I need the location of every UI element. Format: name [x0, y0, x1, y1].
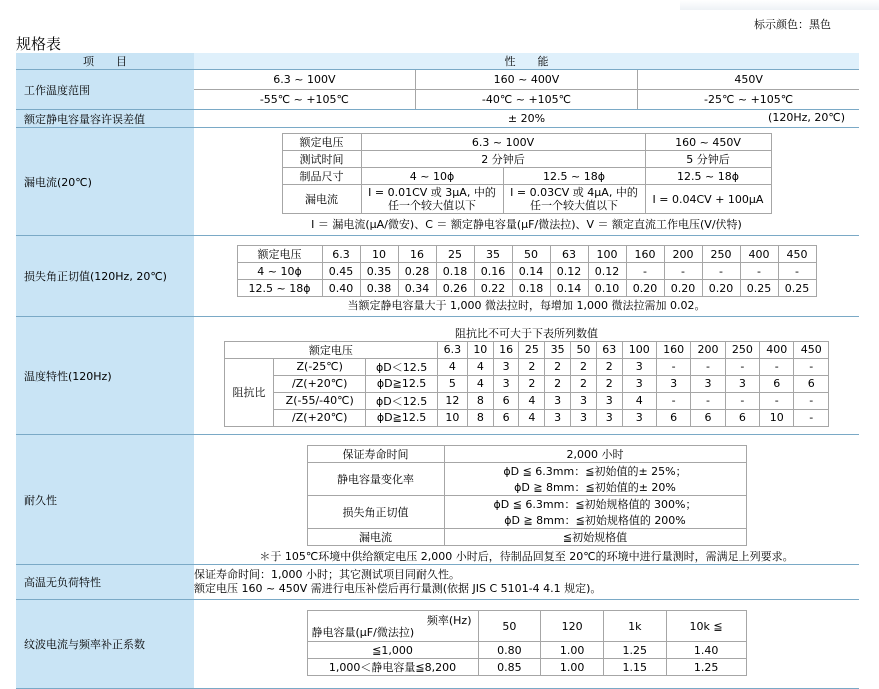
ripple-value-cell: 0.80 [478, 642, 541, 659]
temp-voltage-cell: 100 [622, 341, 656, 358]
leakage-formula: I = 0.01CV 或 3μA, 中的任一个较大值以下 [361, 185, 503, 214]
temp-cond-cell: /Z(+20℃) [274, 375, 366, 392]
temp-value-cell: 4 [437, 358, 467, 375]
tan-voltage-cell: 10 [360, 246, 398, 263]
temp-cond-cell: Z(-25℃) [274, 358, 366, 375]
leakage-size: 12.5 ~ 18ϕ [503, 168, 645, 185]
ripple-value-cell: 1.25 [603, 642, 666, 659]
temp-value-cell: 6 [691, 409, 725, 426]
cap-tol-cond: (120Hz, 20℃) [768, 111, 845, 124]
tan-value-cell: - [740, 263, 778, 280]
tan-value-cell: 0.26 [436, 280, 474, 297]
tan-size-cell: 4 ~ 10ϕ [237, 263, 322, 280]
tan-value-cell: - [664, 263, 702, 280]
temp-size-cell: ϕD≧12.5 [366, 375, 437, 392]
endurance-item-name: 保证寿命时间 [307, 446, 444, 463]
op-temp-grid [194, 70, 859, 109]
shelf-line: 保证寿命时间：1,000 小时；其它测试项目同耐久性。 [194, 568, 460, 581]
endurance-note: ＊于 105℃环境中供给额定电压 2,000 小时后，待制品回复至 20℃的环境中进行量测时，需满足上列要求。 [259, 550, 794, 563]
leakage-row-label: 漏电流 [282, 185, 361, 214]
leakage-label: 漏电流(20℃) [16, 128, 194, 236]
temp-size-cell: ϕD＜12.5 [366, 358, 437, 375]
temp-value-cell: 6 [794, 375, 829, 392]
temp-value-cell: 2 [519, 358, 545, 375]
leakage-formula: I = 0.03CV 或 4μA, 中的任一个较大值以下 [503, 185, 645, 214]
temp-value-cell: 2 [571, 375, 597, 392]
temp-value-cell: 5 [437, 375, 467, 392]
temp-value-cell: 3 [571, 409, 597, 426]
temp-value-cell: - [725, 392, 759, 409]
temp-value-cell: 6 [656, 409, 690, 426]
ripple-label: 纹波电流与频率补正系数 [16, 600, 194, 689]
tan-value-cell: 0.28 [398, 263, 436, 280]
temp-value-cell: 3 [622, 358, 656, 375]
perf-header: 性 能 [194, 53, 859, 70]
tan-voltage-cell: 450 [778, 246, 816, 263]
tan-value-cell: 0.10 [588, 280, 626, 297]
ripple-value-cell: 1.25 [666, 659, 746, 676]
ripple-freq-cell: 50 [478, 611, 541, 642]
temp-value-cell: 3 [725, 375, 759, 392]
op-temp-voltage: 160 ~ 400V [415, 70, 637, 90]
tan-value-cell: 0.22 [474, 280, 512, 297]
tan-voltage-cell: 250 [702, 246, 740, 263]
tan-note: 当额定静电容量大于 1,000 微法拉时，每增加 1,000 微法拉需加 0.02。 [347, 299, 706, 312]
tan-value-cell: 0.25 [740, 280, 778, 297]
endurance-item-value [444, 446, 746, 463]
temp-value-cell: 6 [493, 392, 519, 409]
temp-data-row [225, 392, 829, 409]
leakage-voltage: 6.3 ~ 100V [361, 134, 645, 151]
tan-voltage-cell: 160 [626, 246, 664, 263]
tan-voltage-cell: 63 [550, 246, 588, 263]
tan-voltage-cell: 50 [512, 246, 550, 263]
temp-value-cell: 4 [519, 409, 545, 426]
tan-size-cell: 12.5 ~ 18ϕ [237, 280, 322, 297]
endurance-value-line: ϕD ≦ 6.3mm：≦初始值的± 25%； [503, 465, 687, 478]
ripple-freq-cell: 10k ≦ [666, 611, 746, 642]
tan-value-cell: 0.18 [436, 263, 474, 280]
temp-data-row [225, 358, 829, 375]
tan-value-cell: 0.34 [398, 280, 436, 297]
temp-value-cell: 3 [691, 375, 725, 392]
temp-data-row [225, 409, 829, 426]
shelf-row [16, 565, 859, 600]
ripple-value-cell: 0.85 [478, 659, 541, 676]
temp-char-row [16, 317, 859, 435]
tan-voltage-cell: 200 [664, 246, 702, 263]
ripple-cap-cell: 1,000＜静电容量≦8,200 [307, 659, 478, 676]
temp-side-label: 阻抗比 [225, 358, 274, 426]
top-gradient-bar [680, 0, 879, 10]
temp-value-cell: 3 [596, 409, 622, 426]
page-title: 规格表 [16, 35, 62, 53]
temp-value-cell: - [656, 358, 690, 375]
temp-voltage-cell: 6.3 [437, 341, 467, 358]
endurance-item-row [307, 463, 746, 496]
endurance-item-row [307, 446, 746, 463]
temp-voltage-cell: 200 [691, 341, 725, 358]
temp-value-cell: 4 [467, 358, 493, 375]
tan-data-row [237, 280, 816, 297]
endurance-value-line: 2,000 小时 [566, 448, 624, 461]
temp-value-cell: 4 [519, 392, 545, 409]
cap-tol-label: 额定静电容量容许误差值 [16, 110, 194, 128]
tan-label: 损失角正切值(120Hz, 20℃) [16, 236, 194, 317]
temp-value-cell: 3 [622, 375, 656, 392]
shelf-label: 高温无负荷特性 [16, 565, 194, 600]
temp-value-cell: - [656, 392, 690, 409]
temp-value-cell: - [794, 409, 829, 426]
op-temp-label: 工作温度范围 [16, 70, 194, 110]
shelf-line: 额定电压 160 ~ 450V 需进行电压补偿后再行量测(依据 JIS C 5101-4 4.1 规定)。 [194, 582, 602, 595]
tan-voltage-cell: 25 [436, 246, 474, 263]
temp-value-cell: 6 [493, 409, 519, 426]
temp-value-cell: 3 [493, 375, 519, 392]
endurance-item-value [444, 463, 746, 496]
temp-value-cell: 2 [545, 375, 571, 392]
temp-voltage-cell: 450 [794, 341, 829, 358]
temp-value-cell: 2 [571, 358, 597, 375]
temp-value-cell: 3 [545, 392, 571, 409]
ripple-value-cell: 1.40 [666, 642, 746, 659]
tan-value-cell: 0.45 [322, 263, 360, 280]
temp-value-cell: 2 [596, 375, 622, 392]
tan-value-cell: 0.40 [322, 280, 360, 297]
item-header: 项 目 [16, 53, 194, 70]
ripple-row [16, 600, 859, 689]
leakage-time: 2 分钟后 [361, 151, 645, 168]
temp-char-table [224, 341, 829, 427]
tan-value-cell: 0.25 [778, 280, 816, 297]
tan-value-cell: 0.14 [550, 280, 588, 297]
temp-value-cell: 2 [545, 358, 571, 375]
tan-voltage-cell: 16 [398, 246, 436, 263]
tan-value-cell: 0.20 [664, 280, 702, 297]
temp-value-cell: - [760, 358, 794, 375]
temp-voltage-cell: 25 [519, 341, 545, 358]
temp-size-cell: ϕD＜12.5 [366, 392, 437, 409]
leakage-size: 4 ~ 10ϕ [361, 168, 503, 185]
leakage-time: 5 分钟后 [645, 151, 771, 168]
op-temp-row [16, 70, 859, 110]
leakage-row-label: 额定电压 [282, 134, 361, 151]
endurance-label: 耐久性 [16, 435, 194, 565]
tan-value-cell: 0.12 [550, 263, 588, 280]
temp-value-cell: 6 [725, 409, 759, 426]
tan-table [237, 245, 817, 297]
leakage-row-label: 制品尺寸 [282, 168, 361, 185]
temp-value-cell: - [691, 392, 725, 409]
temp-value-cell: - [725, 358, 759, 375]
cap-tol-row [16, 110, 859, 128]
tan-value-cell: 0.20 [702, 280, 740, 297]
endurance-item-name: 漏电流 [307, 529, 444, 546]
ripple-cap-label: 静电容量(μF/微法拉) [311, 626, 415, 639]
leakage-row-label: 测试时间 [282, 151, 361, 168]
tan-voltage-cell: 400 [740, 246, 778, 263]
endurance-item-name: 损失角正切值 [307, 496, 444, 529]
temp-data-row [225, 375, 829, 392]
temp-voltage-cell: 50 [571, 341, 597, 358]
temp-char-label: 温度特性(120Hz) [16, 317, 194, 435]
tan-row [16, 236, 859, 317]
leakage-note: I ＝ 漏电流(μA/微安)、C ＝ 额定静电容量(μF/微法拉)、V ＝ 额定直流工作电压(V/伏特) [311, 218, 742, 231]
tan-voltage-cell: 100 [588, 246, 626, 263]
temp-char-title: 阻抗比不可大于下表所列数值 [455, 326, 598, 340]
temp-cond-cell: Z(-55/-40℃) [274, 392, 366, 409]
color-note: 标示颜色：黑色 [754, 18, 831, 31]
tan-head-label: 额定电压 [237, 246, 322, 263]
ripple-value-cell: 1.00 [541, 659, 604, 676]
ripple-cap-cell: ≦1,000 [307, 642, 478, 659]
tan-value-cell: 0.38 [360, 280, 398, 297]
ripple-freq-cell: 120 [541, 611, 604, 642]
leakage-formula: I = 0.04CV + 100μA [645, 185, 771, 214]
tan-value-cell: - [702, 263, 740, 280]
ripple-corner-cell [307, 611, 478, 642]
temp-value-cell: 10 [760, 409, 794, 426]
op-temp-range: -55℃ ~ +105℃ [259, 93, 349, 106]
spec-header-row [16, 53, 859, 70]
ripple-value-cell: 1.00 [541, 642, 604, 659]
temp-value-cell: - [760, 392, 794, 409]
temp-value-cell: 10 [437, 409, 467, 426]
temp-value-cell: 3 [545, 409, 571, 426]
spec-table [16, 53, 859, 689]
tan-voltage-cell: 35 [474, 246, 512, 263]
temp-value-cell: - [794, 358, 829, 375]
ripple-freq-label: 频率(Hz) [426, 614, 472, 627]
temp-value-cell: 12 [437, 392, 467, 409]
temp-value-cell: 3 [596, 392, 622, 409]
temp-voltage-cell: 160 [656, 341, 690, 358]
temp-voltage-cell: 63 [596, 341, 622, 358]
temp-value-cell: 8 [467, 392, 493, 409]
endurance-row [16, 435, 859, 565]
temp-value-cell: 3 [571, 392, 597, 409]
temp-voltage-cell: 10 [467, 341, 493, 358]
tan-value-cell: 0.14 [512, 263, 550, 280]
temp-value-cell: 3 [622, 409, 656, 426]
temp-value-cell: 4 [622, 392, 656, 409]
temp-voltage-cell: 16 [493, 341, 519, 358]
endurance-value-line: ϕD ≧ 8mm：≦初始规格值的 200% [504, 514, 686, 527]
ripple-freq-cell: 1k [603, 611, 666, 642]
endurance-item-row [307, 529, 746, 546]
leakage-table [282, 133, 772, 214]
endurance-item-row [307, 496, 746, 529]
temp-value-cell: 6 [760, 375, 794, 392]
op-temp-range: -25℃ ~ +105℃ [638, 90, 859, 110]
tan-value-cell: 0.35 [360, 263, 398, 280]
leakage-size: 12.5 ~ 18ϕ [645, 168, 771, 185]
op-temp-range: -40℃ ~ +105℃ [415, 90, 637, 110]
endurance-table [307, 445, 747, 546]
leakage-voltage: 160 ~ 450V [645, 134, 771, 151]
ripple-data-row [307, 642, 746, 659]
leakage-row [16, 128, 859, 236]
op-temp-voltage: 6.3 ~ 100V [194, 70, 415, 90]
temp-value-cell: - [691, 358, 725, 375]
temp-value-cell: 3 [493, 358, 519, 375]
endurance-value-line: ϕD ≦ 6.3mm：≦初始规格值的 300%； [493, 498, 697, 511]
temp-head-label: 额定电压 [225, 341, 438, 358]
tan-value-cell: 0.12 [588, 263, 626, 280]
tan-voltage-cell: 6.3 [322, 246, 360, 263]
temp-value-cell: 2 [596, 358, 622, 375]
op-temp-voltage: 450V [638, 70, 859, 90]
endurance-item-value [444, 529, 746, 546]
temp-voltage-cell: 250 [725, 341, 759, 358]
endurance-value-line: ϕD ≧ 8mm：≦初始值的± 20% [514, 481, 676, 494]
tan-data-row [237, 263, 816, 280]
tan-value-cell: - [778, 263, 816, 280]
tan-value-cell: 0.16 [474, 263, 512, 280]
ripple-table [307, 610, 747, 676]
temp-value-cell: 2 [519, 375, 545, 392]
ripple-data-row [307, 659, 746, 676]
tan-value-cell: 0.18 [512, 280, 550, 297]
temp-size-cell: ϕD≧12.5 [366, 409, 437, 426]
cap-tol-value: ± 20% [507, 112, 546, 125]
temp-value-cell: 4 [467, 375, 493, 392]
tan-value-cell: - [626, 263, 664, 280]
endurance-item-name: 静电容量变化率 [307, 463, 444, 496]
endurance-value-line: ≦初始规格值 [562, 531, 628, 544]
temp-value-cell: 3 [656, 375, 690, 392]
temp-voltage-cell: 35 [545, 341, 571, 358]
ripple-value-cell: 1.15 [603, 659, 666, 676]
temp-value-cell: 8 [467, 409, 493, 426]
tan-value-cell: 0.20 [626, 280, 664, 297]
endurance-item-value [444, 496, 746, 529]
temp-value-cell: - [794, 392, 829, 409]
temp-voltage-cell: 400 [760, 341, 794, 358]
temp-cond-cell: /Z(+20℃) [274, 409, 366, 426]
